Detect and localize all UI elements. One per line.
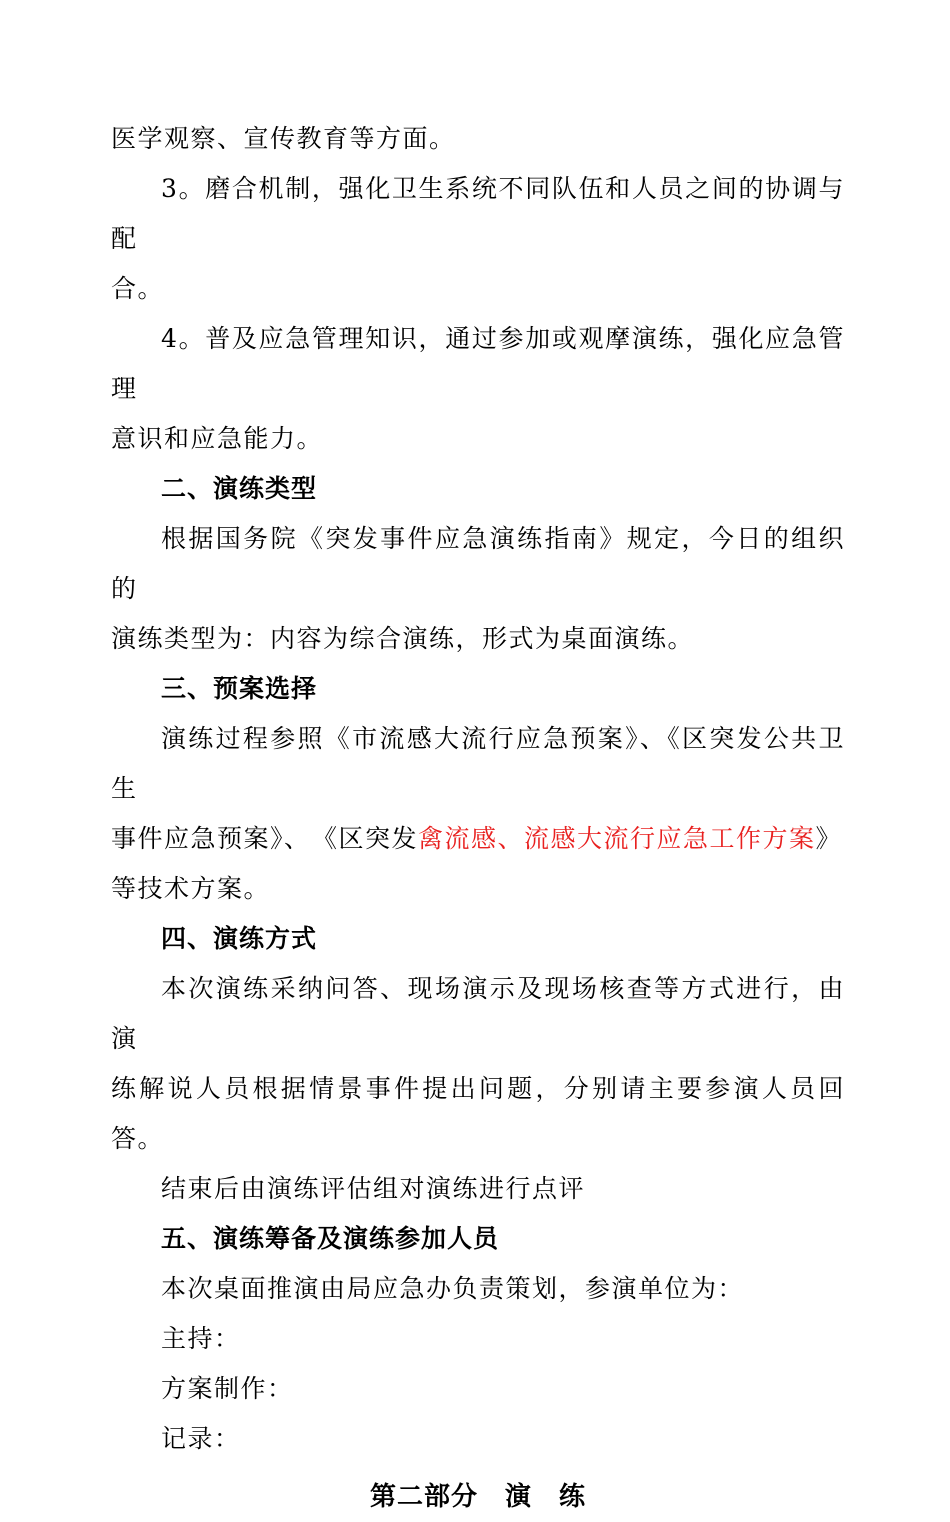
label-host: 主持： — [161, 1324, 241, 1353]
paragraph-medical-observation — [111, 114, 845, 164]
highlighted-text: 禽流感、流感大流行应急工作方案 — [418, 824, 816, 853]
section-heading-drill-method: 四、演练方式 — [161, 924, 318, 953]
part-title: 第二部分 演 练 — [369, 1482, 586, 1512]
text-line: 本次演练采纳问答、现场演示及现场核查等方式进行，由演 — [111, 974, 845, 1053]
label-plan-author: 方案制作： — [161, 1374, 294, 1403]
text-line: 演练过程参照《市流感大流行应急预案》、《区突发公共卫生 — [111, 724, 845, 803]
paragraph-item-3 — [111, 164, 845, 314]
paragraph-participants: 本次桌面推演由局应急办负责策划，参演单位为： — [161, 1274, 745, 1303]
paragraph-evaluation: 结束后由演练评估组对演练进行点评 — [161, 1174, 586, 1203]
label-recorder: 记录： — [161, 1424, 241, 1453]
text-line: 合。 — [111, 274, 165, 303]
text-line: 等技术方案。 — [111, 874, 271, 903]
paragraph-drill-type — [111, 514, 845, 664]
paragraph-item-4 — [111, 314, 845, 464]
text-line: 3。磨合机制，强化卫生系统不同队伍和人员之间的协调与配 — [111, 174, 845, 253]
text-line: 医学观察、宣传教育等方面。 — [111, 124, 456, 153]
text-line: 4。普及应急管理知识，通过参加或观摩演练，强化应急管理 — [111, 324, 845, 403]
text-line: 演练类型为：内容为综合演练，形式为桌面演练。 — [111, 624, 695, 653]
text-segment: 事件应急预案》、 《区突发 — [111, 824, 419, 853]
section-heading-drill-type: 二、演练类型 — [161, 474, 318, 503]
paragraph-drill-method — [111, 964, 845, 1164]
text-segment: 》 — [815, 824, 843, 853]
text-line — [111, 814, 845, 864]
text-line: 练解说人员根据情景事件提出问题，分别请主要参演人员回答。 — [111, 1074, 845, 1153]
paragraph-plan-selection — [111, 714, 845, 914]
text-line: 意识和应急能力。 — [111, 424, 324, 453]
text-line: 根据国务院《突发事件应急演练指南》规定，今日的组织的 — [111, 524, 845, 603]
section-heading-preparation: 五、演练筹备及演练参加人员 — [161, 1224, 500, 1253]
document-body — [111, 114, 845, 1522]
section-heading-plan-selection: 三、预案选择 — [161, 674, 318, 703]
